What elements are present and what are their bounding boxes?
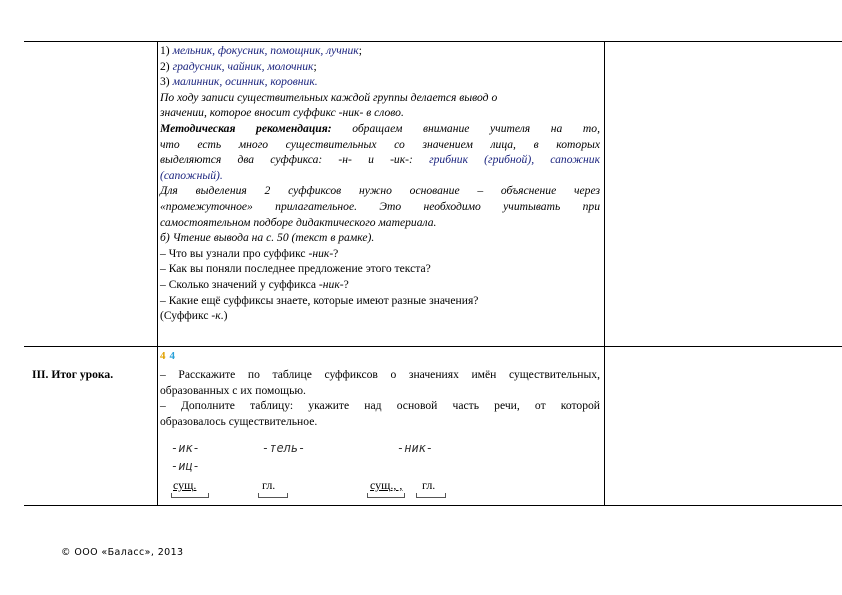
table-border-bottom <box>24 505 842 506</box>
row-divider <box>24 346 842 347</box>
recommendation-line: (сапожный). <box>160 168 223 182</box>
section-heading: III. Итог урока. <box>32 368 114 381</box>
part-of-speech-tag: гл. <box>262 478 276 492</box>
table-border-top <box>24 41 842 42</box>
column-divider-1 <box>157 41 158 506</box>
list-item: 1) мельник, фокусник, помощник, лучник; <box>160 44 362 57</box>
task-line: – Расскажите по таблице суффиксов о значениях имён существительных, <box>160 368 600 381</box>
row2-content <box>160 367 600 429</box>
suffix-ic: -иц- <box>171 459 200 473</box>
task-line: образованных с их помощью. <box>160 383 306 397</box>
question: – Что вы узнали про суффикс -ник-? <box>160 246 339 260</box>
column-divider-2 <box>604 41 605 506</box>
explanation-line: самостоятельном подборе дидактического материала. <box>160 215 437 229</box>
reading-step: б) Чтение вывода на с. 50 (текст в рамке). <box>160 231 375 245</box>
explanation-line: «промежуточное» прилагательное. Это необходимо учитывать при <box>160 199 600 213</box>
part-of-speech-tag: сущ., , <box>370 478 403 492</box>
lesson-table <box>24 41 842 506</box>
stem-bracket <box>258 493 288 498</box>
list-item: 2) градусник, чайник, молочник; <box>160 59 317 73</box>
stem-bracket <box>416 493 446 498</box>
marker-number: 4 <box>160 350 166 362</box>
stem-bracket <box>367 493 405 498</box>
stem-bracket <box>171 493 209 498</box>
question: – Как вы поняли последнее предложение этого текста? <box>160 262 431 276</box>
recommendation-line: выделяются два суффикса: -н- и -ик-: грибник (грибной), сапожник <box>160 153 600 167</box>
task-line: образовалось существительное. <box>160 414 318 428</box>
copyright-footer: © ООО «Баласс», 2013 <box>61 547 184 558</box>
recommendation-line: что есть много существительных со значением лица, в которых <box>160 137 600 151</box>
explanation-line: Для выделения 2 суффиксов нужно основание – объяснение через <box>160 184 600 198</box>
list-item: 3) малинник, осинник, коровник. <box>160 75 318 89</box>
part-of-speech-tag: сущ. <box>173 478 197 492</box>
task-line: – Дополните таблицу: укажите над основой часть речи, от которой <box>160 399 600 413</box>
answer: (Суффикс -к.) <box>160 309 228 323</box>
suffix-ik: -ик- <box>171 441 200 455</box>
part-of-speech-tag: гл. <box>422 478 436 492</box>
question: – Какие ещё суффиксы знаете, которые имеют разные значения? <box>160 293 479 307</box>
recommendation-line: Методическая рекомендация: обращаем внимание учителя на то, <box>160 121 600 135</box>
conclusion-line: По ходу записи существительных каждой группы делается вывод о <box>160 90 498 104</box>
question: – Сколько значений у суффикса -ник-? <box>160 277 349 291</box>
suffix-tel: -тель- <box>262 441 306 455</box>
resource-markers <box>160 350 175 362</box>
row1-content <box>160 43 600 324</box>
suffix-nik: -ник- <box>397 441 434 455</box>
marker-number: 4 <box>169 350 175 362</box>
conclusion-line: значении, которое вносит суффикс -ник- в слово. <box>160 106 404 120</box>
